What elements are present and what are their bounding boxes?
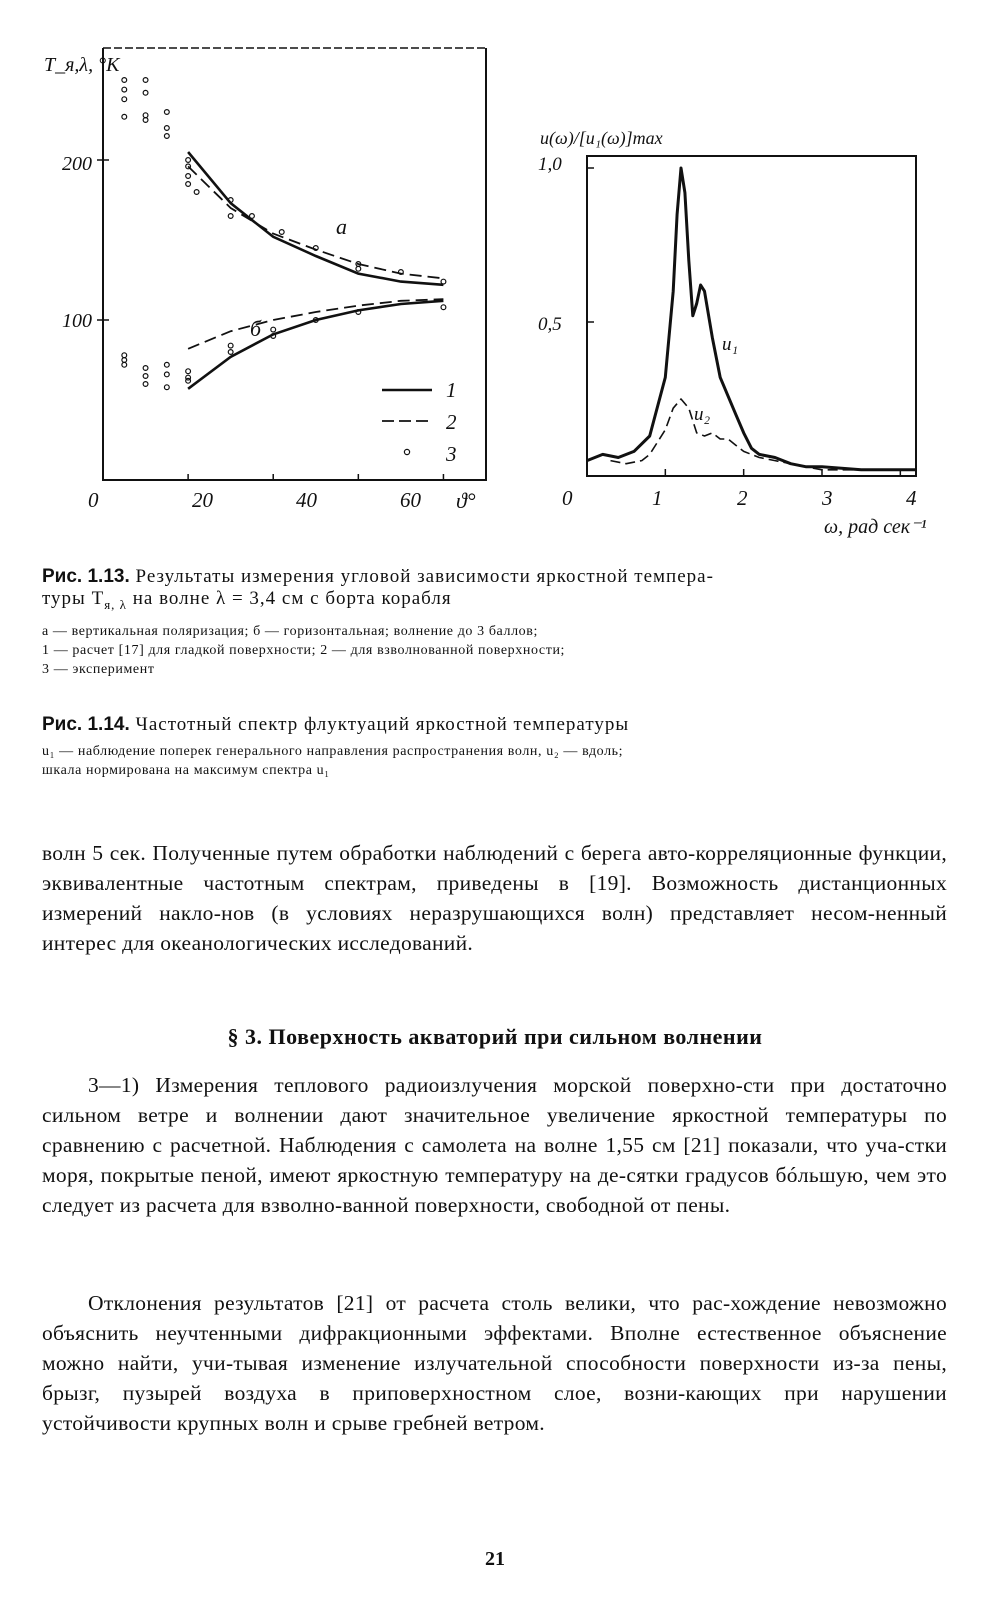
chart1-data-point [250, 214, 255, 219]
chart1-xtick-0: 0 [88, 488, 99, 512]
fig13-title [42, 566, 952, 616]
chart1-data-point [143, 374, 148, 379]
chart2-series-label-u1: u₁ [722, 334, 739, 355]
chart1-ytick-200: 200 [62, 153, 92, 175]
chart1-data-point [122, 362, 127, 367]
chart2-xtick-4: 4 [906, 486, 917, 510]
chart1-xtick-40: 40 [296, 488, 317, 512]
fig13-label: Рис. 1.13. [42, 566, 130, 587]
chart2-xtick-0: 0 [562, 486, 573, 510]
chart-frequency-spectrum [500, 0, 990, 545]
legend-key-3: 3 [446, 442, 457, 466]
chart1-data-point [186, 369, 191, 374]
page-number: 21 [485, 1548, 505, 1570]
fig14-caption [42, 714, 952, 780]
chart2-series-line [587, 168, 916, 470]
fig14-title [42, 714, 952, 736]
chart1-data-point [122, 78, 127, 83]
chart2-lines [587, 168, 916, 470]
chart1-data-point [143, 118, 148, 123]
chart1-data-point [164, 362, 169, 367]
chart1-data-point [143, 366, 148, 371]
fig13-subscript: я, λ [104, 596, 127, 612]
chart1-data-point [164, 126, 169, 131]
chart2-ylabel: u(ω)/[u₁(ω)]max [540, 128, 663, 148]
paragraph-3 [42, 1288, 947, 1438]
chart1-data-point [279, 230, 284, 235]
chart1-data-point [164, 110, 169, 115]
chart1-data-point [186, 375, 191, 380]
chart1-data-point [228, 343, 233, 348]
chart-angular-dependence [0, 0, 500, 545]
fig14-note1: u₁ — наблюдение поперек генерального направления распространения волн, u₂ — вдоль; [42, 744, 624, 759]
chart1-series-а-2 [188, 166, 443, 278]
chart1-data-point [186, 182, 191, 187]
chart1-frame [103, 48, 486, 480]
chart1-data-point [122, 114, 127, 119]
chart2-frame [587, 156, 916, 476]
chart1-axes [103, 48, 486, 480]
chart1-data-point [122, 358, 127, 363]
fig14-note2: шкала нормирована на максимум спектра u₁ [42, 763, 330, 778]
chart1-data-point [164, 385, 169, 390]
section-heading: § 3. Поверхность акваторий при сильном волнении [227, 1024, 763, 1049]
chart1-xtick-20: 20 [192, 488, 213, 512]
chart1-data-point [164, 134, 169, 139]
chart1-data-point [143, 113, 148, 118]
chart1-data-point [143, 78, 148, 83]
chart2-ytick-05: 0,5 [538, 314, 562, 335]
chart1-data-point [164, 372, 169, 377]
chart1-data-point [228, 350, 233, 355]
chart1-xlabel: ϑ° [456, 488, 476, 513]
paragraph-1 [42, 838, 947, 958]
chart1-data-point [122, 87, 127, 92]
chart1-annotation-b: б [250, 316, 262, 341]
chart2-ytick-10: 1,0 [538, 154, 562, 175]
legend-key-2: 2 [446, 410, 457, 434]
chart2-xtick-3: 3 [822, 486, 833, 510]
fig13-note2: 1 — расчет [17] для гладкой поверхности; 2 — для взволнованной поверхности; [42, 642, 566, 658]
chart1-data-point [228, 214, 233, 219]
chart2-box [587, 156, 916, 476]
chart1-data-point [122, 97, 127, 102]
chart1-legend [382, 390, 432, 455]
fig13-note3: 3 — эксперимент [42, 661, 155, 677]
paragraph-2-text: 3—1) Измерения теплового радиоизлучения морской поверхно-сти при достаточно сильном ветре и волнении дают значительное увеличение яркостной температуры по сравнению с расчетной. Наблюдения с самолета на волне 1,55 см [21] показали, что уча-стки моря, покрытые пеной, имеют яркостную температуру на де-сятки градусов бóльшую, чем это следует из расчета для взволно-ванной поверхности, свободной от пены. [42, 1073, 947, 1217]
chart1-data-point [271, 327, 276, 332]
chart1-series-а-1 [188, 152, 443, 285]
chart1-points [122, 78, 446, 390]
chart1-xtick-60: 60 [400, 488, 421, 512]
fig14-label: Рис. 1.14. [42, 714, 130, 735]
chart1-data-point [143, 90, 148, 95]
fig13-caption [42, 566, 952, 679]
paragraph-2 [42, 1070, 947, 1220]
chart1-ytick-100: 100 [62, 310, 92, 332]
chart1-series-б-2 [188, 299, 443, 349]
fig14-text: Частотный спектр флуктуаций яркостной температуры [129, 714, 630, 735]
chart1-data-point [143, 382, 148, 387]
paragraph-3-text: Отклонения результатов [21] от расчета столь велики, что рас-хождение невозможно объяснить неучтенными дифракционными эффектами. Вполне естественное объяснение можно найти, учи-тывая изменение излучательной способности поверхности из-за пены, брызг, пузырей воздуха в приповерхностном слое, возни-кающих при нарушении устойчивости крупных волн и срыве гребней ветром. [42, 1291, 947, 1435]
chart1-data-point [356, 266, 361, 271]
chart1-annotation-a: а [336, 214, 347, 239]
chart1-lines [188, 152, 443, 389]
fig13-text-line2b: на волне λ = 3,4 см с борта корабля [126, 588, 452, 609]
chart1-data-point [441, 305, 446, 310]
legend-circle [404, 449, 409, 454]
fig13-note1: а — вертикальная поляризация; б — горизонтальная; волнение до 3 баллов; [42, 623, 538, 639]
chart2-series-label-u2: u₂ [694, 404, 711, 425]
chart2-xtick-2: 2 [737, 486, 748, 510]
chart1-data-point [186, 158, 191, 163]
chart1-ticks [97, 160, 443, 480]
legend-key-1: 1 [446, 378, 457, 402]
chart1-data-point [186, 174, 191, 179]
chart1-series-б-1 [188, 301, 443, 389]
chart1-ylabel: T_я,λ, °K [44, 54, 120, 76]
chart1-data-point [122, 353, 127, 358]
fig13-text-line2: туры T [42, 588, 105, 609]
fig13-text-line1: Результаты измерения угловой зависимости яркостной темпера- [129, 566, 714, 587]
chart2-xlabel: ω, рад сек⁻¹ [824, 516, 927, 538]
chart1-data-point [441, 279, 446, 284]
chart1-data-point [194, 190, 199, 195]
paragraph-1-text: волн 5 сек. Полученные путем обработки наблюдений с берега авто-корреляционные функции, эквивалентные частотным спектрам, приведены в [19]. Возможность дистанционных измерений накло-нов (в условиях неразрушающихся волн) представляет несом-ненный интерес для океанологических исследований. [42, 841, 947, 955]
chart2-xtick-1: 1 [652, 486, 663, 510]
